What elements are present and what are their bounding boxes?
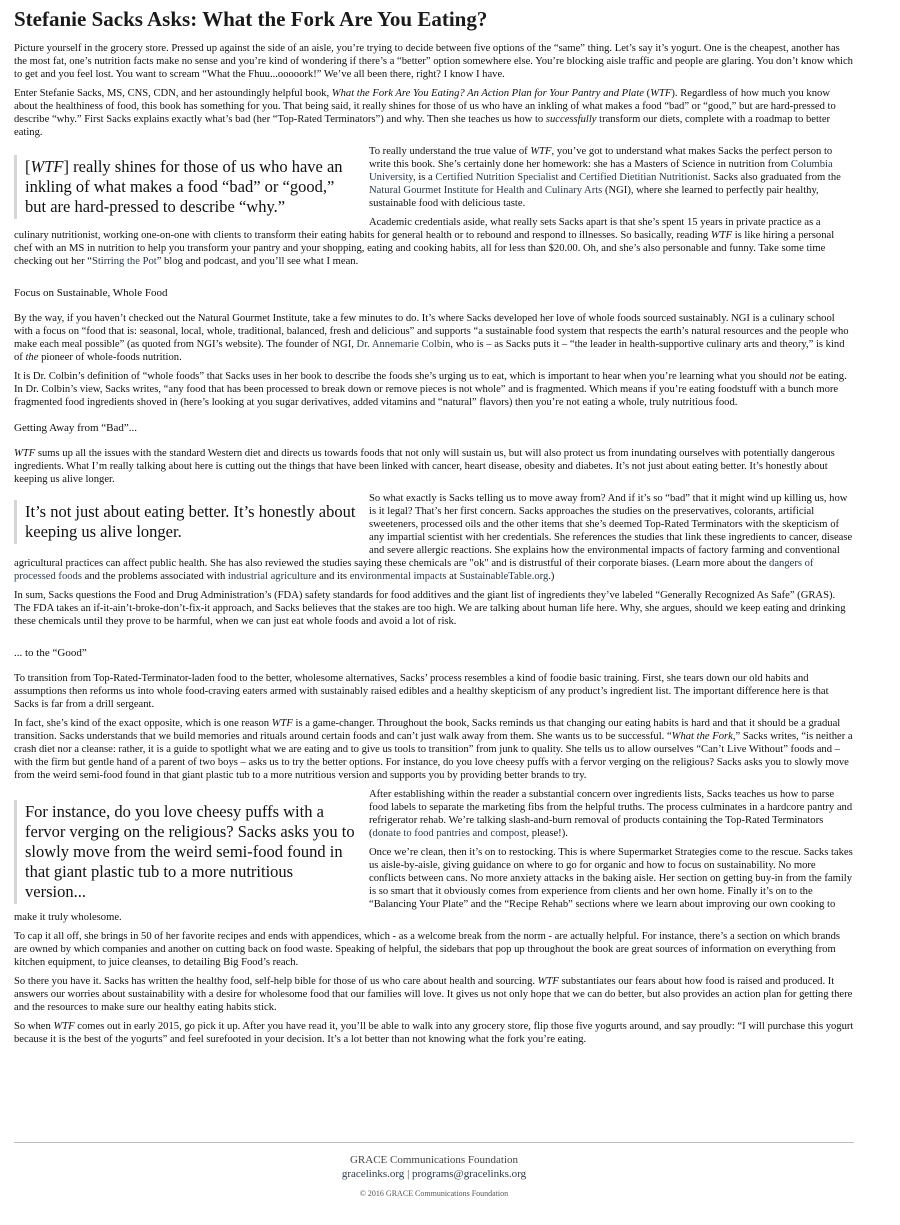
paragraph-enter-sacks bbox=[14, 87, 854, 139]
footer-site-link[interactable]: gracelinks.org bbox=[341, 1168, 405, 1180]
text: , you’ve got to understand what makes Sacks the perfect person to write this book. She’s certainly done her homework: she has a Masters of Science in nutrition from bbox=[369, 146, 833, 170]
text: , please!). bbox=[526, 828, 568, 839]
text: Enter Stefanie Sacks, MS, CNS, CDN, and her astoundingly helpful book, bbox=[14, 88, 332, 99]
paragraph-recipes: To cap it all off, she brings in 50 of her favorite recipes and ends with appendices, which - as a welcome break from the norm - are actually helpful. For instance, there’s a section on which brands are owned by which companies and another on cutting back on food waste. Speaking of helpful, the sidebars that pop up throughout the book are great sources of information on everything from kitchen equipment, to juice cleanses, to detailing Big Food’s reach. bbox=[14, 931, 840, 968]
paragraph-transition: To transition from Top-Rated-Terminator-laden food to the better, wholesome alternatives, Sacks’ process resembles a kind of foodie basic training. First, she tears down our old habits and assumptions then reforms us into whole food-craving eaters armed with sustainably raised edibles and a healthy skepticism of any product’s ingredient list. The important difference here is that Sacks is far from a drill sergeant. bbox=[14, 673, 829, 710]
text: ” blog and podcast, and you’ll see what I mean. bbox=[156, 256, 359, 267]
text: , is a bbox=[413, 172, 436, 183]
pull-quote-3: For instance, do you love cheesy puffs with a fervor verging on the religious? Sacks asks you to slowly move from the weird semi-food found in that giant plastic tub to a more nutritious version... bbox=[14, 800, 357, 904]
footer-links bbox=[14, 1167, 854, 1181]
text: sums up all the issues with the standard Western diet and directs us towards foods that not only will sustain us, but will also protect us from inundating ourselves with potentially dangerous ingredients. What I’m really talking about here is cutting out the things that have been linked with cancer, heart disease, obesity and diabetes. It’s not just about eating better. It’s honestly about keeping us alive longer. bbox=[14, 448, 835, 485]
paragraph-fda: In sum, Sacks questions the Food and Drug Administration’s (FDA) safety standards for food additives and the giant list of ingredients they’ve labeled “Generally Recognized As Safe” (GRAS). The FDA takes an if-it-ain’t-broke-don’t-fix-it approach, and Sacks believes that the stakes are too high. We are talking about human life here. Why, she argues, should we keep eating and drinking these chemicals until they prove to be harmful, when we can just eat whole foods and avoid a lot of risk. bbox=[14, 590, 846, 627]
footer-email-link[interactable]: programs@gracelinks.org bbox=[412, 1168, 527, 1180]
text: at bbox=[446, 571, 460, 582]
text: (NGI), where she learned to perfectly pair healthy, sustainable food with delicious taste. bbox=[369, 185, 819, 209]
separator: | bbox=[404, 1168, 413, 1180]
link-sustainabletable[interactable]: SustainableTable.org bbox=[459, 571, 549, 582]
text: ] really shines for those of us who have an inkling of what makes a food “bad” or “good,” but are hard-pressed to describe “why.” bbox=[25, 157, 343, 216]
text: , who is – as Sacks puts it – “the leader in health-supportive culinary arts and theory,” is kind of bbox=[14, 339, 845, 363]
text: be eating. In Dr. Colbin’s view, Sacks writes, “any food that has been processed to break down or remove pieces is not whole” and is fragmented. Which means if you’re eating foodstuff with a bunch more fragmented food ingredients shoved in (here’s looking at you sugar derivatives, added vitamins and “natural” flavors) then you’re not eating a whole, truly nutritious food. bbox=[14, 371, 847, 408]
link-stirring-the-pot[interactable]: Stirring the Pot bbox=[91, 256, 157, 267]
text: In fact, she’s kind of the exact opposite, which is one reason bbox=[14, 718, 272, 729]
wtf-abbr: WTF bbox=[271, 718, 293, 729]
link-environmental-impacts[interactable]: environmental impacts bbox=[349, 571, 447, 582]
emphasis: the bbox=[25, 352, 39, 363]
wtf-abbr: WTF bbox=[14, 448, 36, 459]
text: and the problems associated with bbox=[81, 571, 228, 582]
link-donate[interactable]: donate to food pantries and compost bbox=[372, 828, 527, 839]
footer-org: GRACE Communications Foundation bbox=[349, 1154, 519, 1166]
wtf-abbr: WTF bbox=[530, 146, 552, 157]
footer-copyright: © 2016 GRACE Communications Foundation bbox=[359, 1189, 509, 1198]
page-title: Stefanie Sacks Asks: What the Fork Are You Eating? bbox=[14, 7, 488, 31]
section-heading-sustainable: Focus on Sustainable, Whole Food bbox=[14, 287, 168, 299]
wtf-abbr: WTF bbox=[537, 976, 559, 987]
paragraph-summary bbox=[14, 975, 854, 1014]
text: It is Dr. Colbin’s definition of “whole foods” that Sacks uses in her book to describe the foods she’s urging us to eat, which is important to hear when you’re learning what you should bbox=[14, 371, 790, 382]
text: ,” Sacks writes, “is neither a crash diet nor a cleanse: rather, it is a guide to spotlight what we are eating and to give us tools to transition” from junk to quality. She tells us to allow ourselves “Can’t Live Without” foods and – with the firm but gentle hand of a parent of two boys – asks us to try the better options. For instance, do you love cheesy puffs with a fervor verging on the religious? Sacks asks you to slowly move from the weird semi-food found in that giant plastic tub to a more nutritious version and supports you by providing better brands to try. bbox=[14, 731, 853, 781]
article bbox=[14, 0, 854, 1052]
text: . Sacks also graduated from the bbox=[707, 172, 841, 183]
section-heading-good: ... to the “Good” bbox=[14, 647, 87, 659]
wtf-abbr: WTF bbox=[650, 88, 672, 99]
text: substantiates our fears about how food is raised and produced. It answers our worries about sustainability with a desire for wholesome food that our families will love. It gives us not only hope that we can do better, but also provides an action plan for getting there and the resources to make sure our healthy eating habits stick. bbox=[14, 976, 853, 1013]
emphasis: What the Fork bbox=[671, 731, 733, 742]
paragraph-whole-foods bbox=[14, 370, 854, 409]
paragraph-conclusion bbox=[14, 1020, 854, 1046]
wtf-abbr: WTF bbox=[53, 1021, 75, 1032]
text: is a game-changer. Throughout the book, Sacks reminds us that changing our eating habits is hard and that it should be a gradual transition. Sacks understands that we build memories and rituals around certain foods and can’t just walk away from them. She wants us to be successful. “ bbox=[14, 718, 841, 742]
wtf-abbr: WTF bbox=[30, 157, 64, 176]
paragraph-game-changer bbox=[14, 717, 854, 782]
text: pioneer of whole-foods nutrition. bbox=[38, 352, 182, 363]
pull-quote-1 bbox=[14, 155, 357, 219]
link-cns[interactable]: Certified Nutrition Specialist bbox=[435, 172, 559, 183]
link-processed-foods[interactable]: dangers of processed foods bbox=[14, 558, 814, 582]
wtf-abbr: WTF bbox=[710, 230, 733, 241]
text: .) bbox=[548, 571, 555, 582]
text: ). Regardless of how much you know about the healthiness of food, this book has something for you. That being said, it really shines for those of us who have an inkling of what makes a food “bad” or “good,” but are hard-pressed to describe “why.” First Sacks explains exactly what’s bad (her “Top-Rated Terminators”) and why. Then she teaches us how to bbox=[14, 88, 836, 125]
text: To really understand the true value of bbox=[369, 146, 531, 157]
paragraph-restocking: Once we’re clean, then it’s on to restocking. This is where Supermarket Strategies come to the rescue. Sacks takes us aisle-by-aisle, giving guidance on where to go for organic and how to focus on sustainability. No more conflicts between cans. No more anxiety attacks in the baking aisle. Her section on getting buy-in from the family is so smart that it obviously comes from experience from clients and her own home. Finally it’s on to the “Balancing Your Plate” and the “Recipe Rehab” sections where we learn about improving our own cooking to make it truly wholesome. bbox=[14, 847, 853, 923]
emphasis: not bbox=[789, 371, 803, 382]
link-industrial-agriculture[interactable]: industrial agriculture bbox=[227, 571, 317, 582]
text: is like hiring a personal chef with an MS in nutrition to help you transform your pantry and your shopping, eating and cooking habits, all for less than $20.00. Oh, and she’s also personable and funny. Take some time checking out her “ bbox=[14, 230, 835, 267]
paragraph-western-diet bbox=[14, 447, 854, 486]
text: Academic credentials aside, what really sets Sacks apart is that she’s spent 15 years in private practice as a culinary nutritionist, working one-on-one with clients to transform their eating habits for general health or to rebound and respond to illnesses. So basically, reading bbox=[14, 217, 821, 241]
text: By the way, if you haven’t checked out the Natural Gourmet Institute, take a few minutes to do. It’s where Sacks developed her love of whole foods sourced sustainably. NGI is a culinary school with a focus on “food that is: seasonal, local, whole, traditional, balanced, fresh and delicious” and supports “a sustainable food system that respects the earth’s natural resources and the people who make each meal possible” (as quoted from NGI’s website). The founder of NGI, bbox=[14, 313, 849, 350]
pull-quote-2: It’s not just about eating better. It’s honestly about keeping us alive longer. bbox=[14, 500, 357, 544]
text: After establishing within the reader a substantial concern over ingredients lists, Sacks teaches us how to parse food labels to separate the marketing fibs from the helpful truths. The process culminates in a hardcore pantry and refrigerator rehab. We’re talking slash-and-burn removal of products containing the Top-Rated Terminators ( bbox=[369, 789, 853, 839]
text: So when bbox=[14, 1021, 54, 1032]
link-ngi[interactable]: Natural Gourmet Institute for Health and Culinary Arts bbox=[369, 185, 603, 196]
emphasis: successfully bbox=[545, 114, 597, 125]
paragraph-academic bbox=[14, 216, 854, 268]
link-columbia[interactable]: Columbia University bbox=[369, 159, 833, 183]
link-cdn[interactable]: Certified Dietitian Nutritionist bbox=[579, 172, 708, 183]
paragraph-intro: Picture yourself in the grocery store. Pressed up against the side of an aisle, you’re trying to decide between five options of the “same” thing. Let’s say it’s yogurt. One is the cheapest, another has the most fat, one’s nutrition facts make no sense and you’re kind of wondering if there’s a “better” option somewhere else. You’re blocking aisle traffic and people are glaring. You don’t know which to get and you feel lost. You want to scream “What the Fhuu...ooooork!” We’ve all been there, right? I know I have. bbox=[14, 43, 853, 80]
text: and its bbox=[316, 571, 350, 582]
book-title: What the Fork Are You Eating? An Action Plan for Your Pantry and Plate bbox=[331, 88, 645, 99]
text: [ bbox=[25, 157, 31, 176]
text: So what exactly is Sacks telling us to move away from? And if it’s so “bad” that it might wind up killing us, how is it legal? That’s her first concern. Sacks approaches the studies on the preservatives, colorants, artificial sweeteners, processed oils and the other items that she’s deemed Top-Rated Terminators with the skepticism of any impartial scientist with her credentials. She references the studies that link these ingredients to cancer, disease and severe allergic reactions. She explains how the environmental impacts of factory farming and conventional agricultural practices can affect public health. She has also reviewed the studies saying these chemicals are "ok" and is distrustful of their corporate biases. (Learn more about the bbox=[14, 493, 853, 569]
footer bbox=[14, 1142, 854, 1198]
text: So there you have it. Sacks has written the healthy food, self-help bible for those of us who care about health and sourcing. bbox=[14, 976, 538, 987]
text: ( bbox=[644, 88, 651, 99]
text: transform our diets, complete with a roadmap to better eating. bbox=[14, 114, 831, 138]
paragraph-ngi bbox=[14, 312, 854, 364]
text: comes out in early 2015, go pick it up. After you have read it, you’ll be able to walk into any grocery store, flip those five yogurts around, and say proudly: “I will purchase this yogurt because it is the best of the yogurts” and feel surefooted in your decision. It’s a lot better than not knowing what the fork you’re eating. bbox=[14, 1021, 854, 1045]
link-colbin[interactable]: Dr. Annemarie Colbin bbox=[356, 339, 451, 350]
text: and bbox=[558, 172, 579, 183]
section-heading-bad: Getting Away from “Bad”... bbox=[14, 422, 138, 434]
